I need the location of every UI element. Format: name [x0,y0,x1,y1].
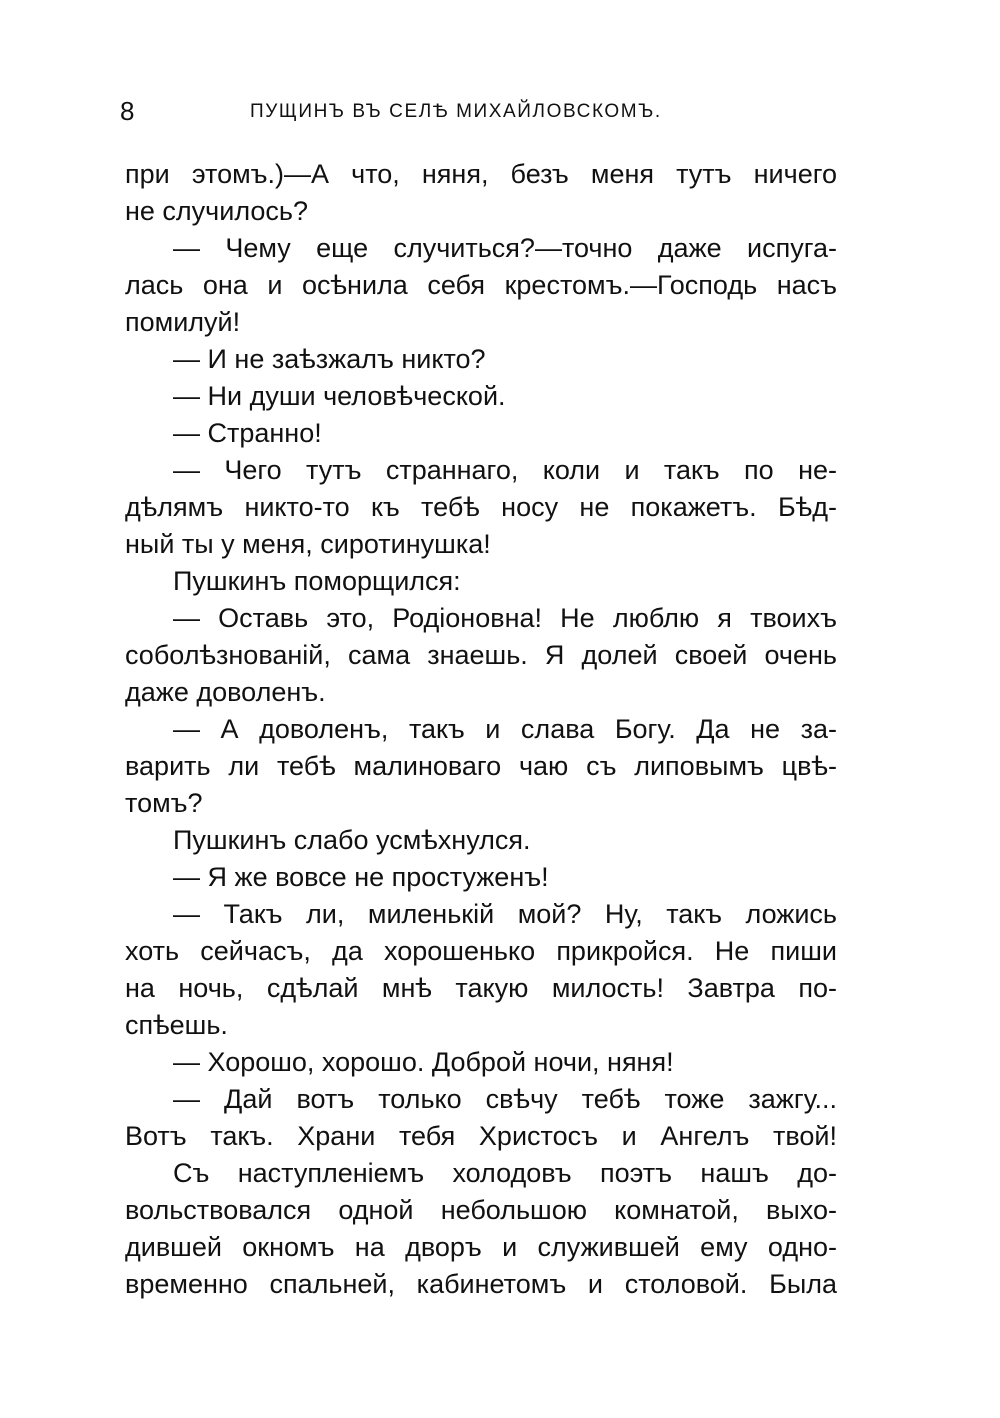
text-line: на ночь, сдѣлай мнѣ такую милость! Завтра по- [125,973,837,1003]
body-text [125,156,837,1303]
text-line: — Ни души человѣческой. [173,381,506,411]
text-line: — Чего тутъ страннаго, коли и такъ по не- [173,455,837,485]
text-line: при этомъ.)—А что, няня, безъ меня тутъ ничего [125,159,837,189]
text-line: вольствовался одной небольшою комнатой, выхо- [125,1195,837,1225]
text-line: спѣешь. [125,1010,228,1040]
text-line: — А доволенъ, такъ и слава Богу. Да не за- [173,714,837,744]
page-header [120,96,840,136]
text-line: соболѣзнованій, сама знаешь. Я долей своей очень [125,640,837,670]
text-line: Вотъ такъ. Храни тебя Христосъ и Ангелъ твой! [125,1121,837,1151]
text-line: не случилось? [125,196,308,226]
text-line: Съ наступленіемъ холодовъ поэтъ нашъ до- [173,1158,837,1188]
text-line: варить ли тебѣ малиноваго чаю съ липовымъ цвѣ- [125,751,837,781]
text-line: — Чему еще случиться?—точно даже испуга- [173,233,837,263]
text-line: помилуй! [125,307,241,337]
text-line: ный ты у меня, сиротинушка! [125,529,491,559]
text-line: томъ? [125,788,203,818]
text-line: Пушкинъ поморщился: [173,566,461,596]
page-number: 8 [120,96,135,126]
text-line: дившей окномъ на дворъ и служившей ему одно- [125,1232,837,1262]
text-line: — Дай вотъ только свѣчу тебѣ тоже зажгу... [173,1084,837,1114]
text-line: — И не заѣзжалъ никто? [173,344,486,374]
text-line: временно спальней, кабинетомъ и столовой. Была [125,1269,837,1299]
text-line: — Я же вовсе не простуженъ! [173,862,549,892]
text-line: Пушкинъ слабо усмѣхнулся. [173,825,531,855]
text-line: — Такъ ли, миленькій мой? Ну, такъ ложись [173,899,837,929]
text-line: — Оставь это, Родіоновна! Не люблю я твоихъ [173,603,837,633]
text-line: дѣлямъ никто-то къ тебѣ носу не покажетъ. Бѣд- [125,492,837,522]
text-line: даже доволенъ. [125,677,326,707]
text-line: лась она и осѣнила себя крестомъ.—Господь насъ [125,270,837,300]
running-title: ПУЩИНЪ ВЪ СЕЛѢ МИХАЙЛОВСКОМЪ. [250,101,662,122]
text-line: хоть сейчасъ, да хорошенько прикройся. Не пиши [125,936,837,966]
text-line: — Странно! [173,418,322,448]
text-line: — Хорошо, хорошо. Доброй ночи, няня! [173,1047,674,1077]
